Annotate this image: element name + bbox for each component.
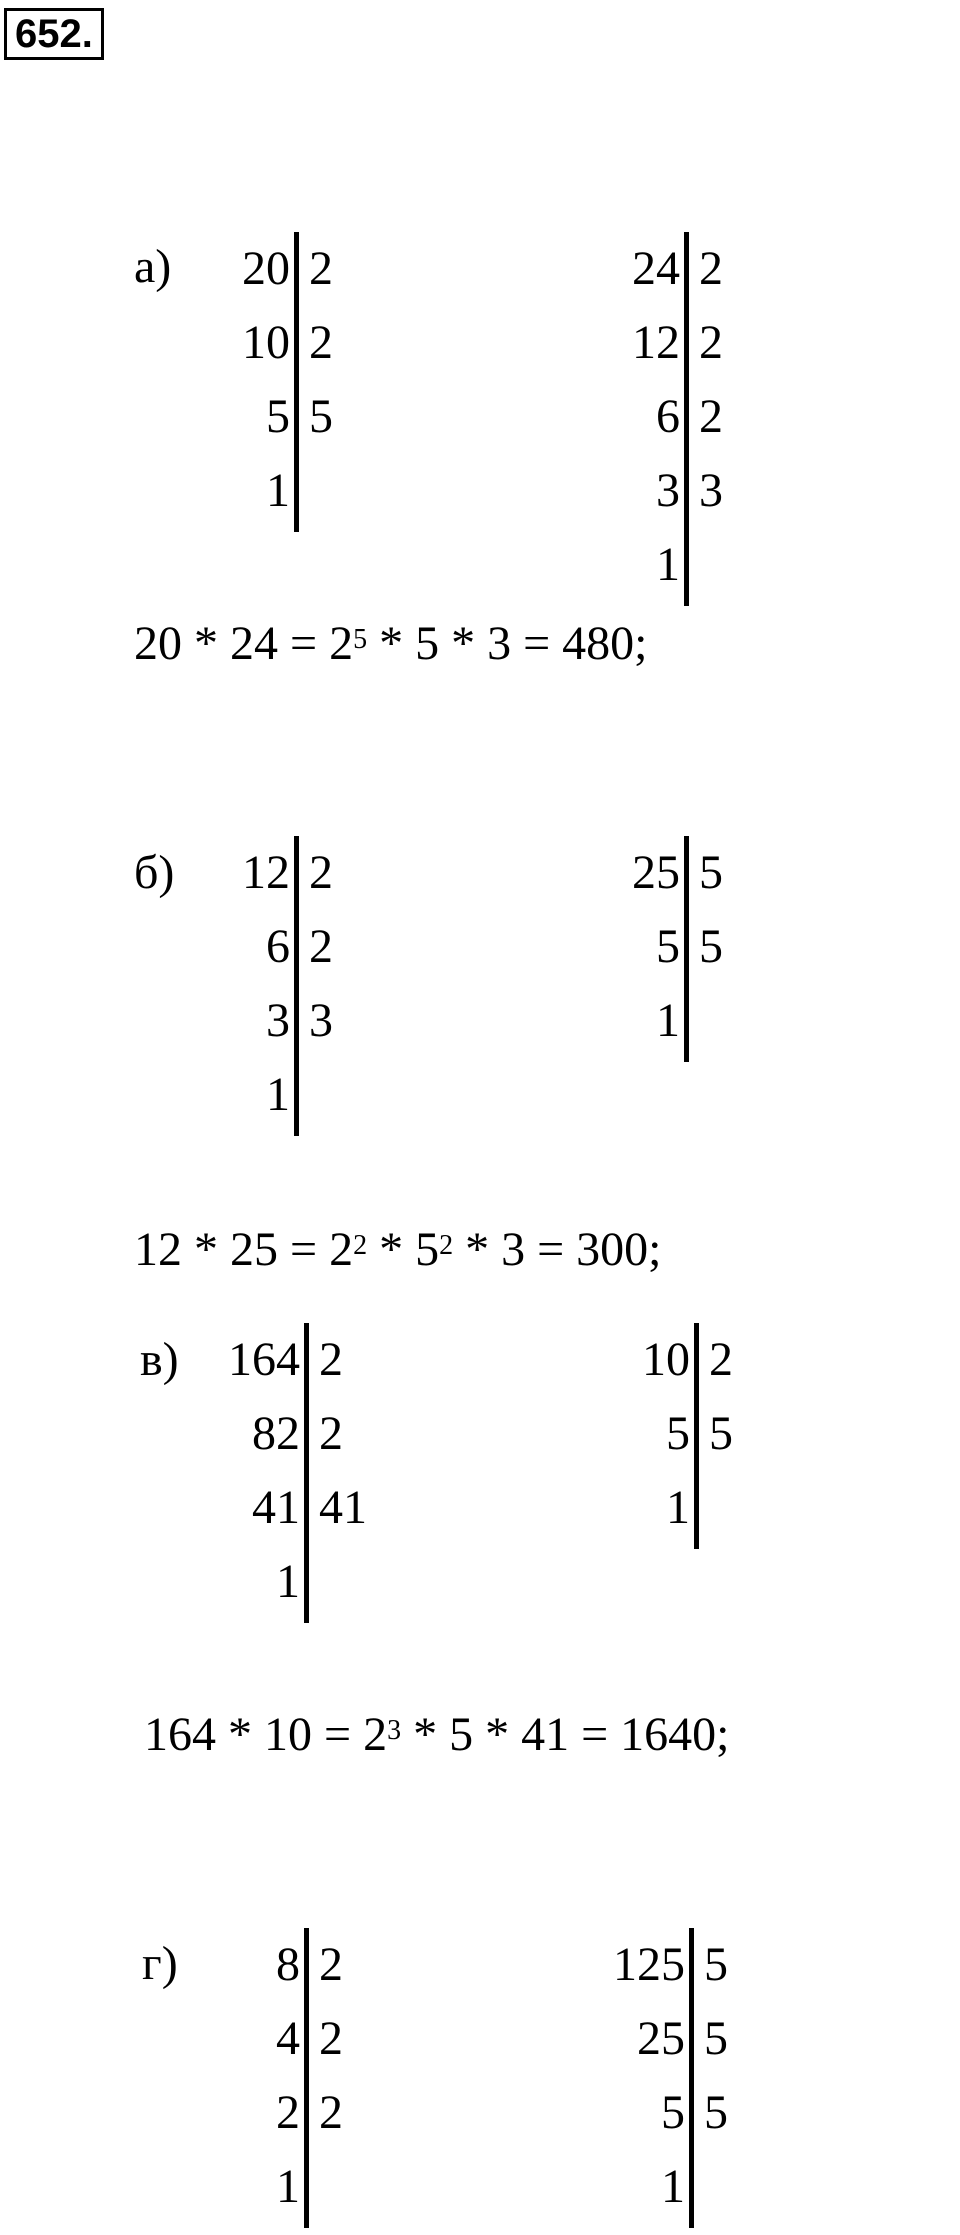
- dividend-value: 10: [242, 316, 290, 369]
- division-line: [694, 1323, 699, 1549]
- dividend-value: 82: [252, 1407, 300, 1460]
- division-line: [684, 836, 689, 1062]
- equation-text: * 5 * 3 = 480;: [367, 617, 648, 670]
- factor-table-b-left: [180, 836, 380, 1136]
- part-b-label: б): [134, 846, 175, 899]
- division-line: [294, 836, 299, 1136]
- prime-factor: 2: [709, 1333, 733, 1386]
- prime-factor: 2: [319, 2086, 343, 2139]
- prime-factor: 2: [699, 316, 723, 369]
- factor-table-a-left: [180, 232, 380, 532]
- dividend-value: 3: [266, 994, 290, 1047]
- equation-text: 20 * 24 = 2: [134, 617, 354, 670]
- dividend-value: 5: [661, 2086, 685, 2139]
- equation-b: [134, 1222, 661, 1278]
- dividend-value: 5: [656, 920, 680, 973]
- exponent: 5: [353, 624, 368, 655]
- dividend-value: 1: [661, 2160, 685, 2213]
- dividend-value: 8: [276, 1938, 300, 1991]
- division-line: [304, 1323, 309, 1623]
- factor-table-g-left: [190, 1928, 390, 2233]
- prime-factor: 5: [699, 920, 723, 973]
- prime-factor: 3: [309, 994, 333, 1047]
- prime-factor: 2: [699, 390, 723, 443]
- exponent: 2: [353, 1230, 368, 1261]
- prime-factor: 2: [319, 1333, 343, 1386]
- equation-text: * 3 = 300;: [453, 1223, 662, 1276]
- equation-a: [134, 616, 647, 672]
- part-a-label: а): [134, 240, 172, 293]
- dividend-value: 25: [632, 846, 680, 899]
- prime-factor: 5: [699, 846, 723, 899]
- dividend-value: 1: [266, 1068, 290, 1121]
- dividend-value: 164: [228, 1333, 300, 1386]
- dividend-value: 1: [276, 1555, 300, 1608]
- prime-factor: 5: [704, 1938, 728, 1991]
- factor-table-b-right: [570, 836, 770, 1064]
- dividend-value: 1: [666, 1481, 690, 1534]
- equation-text: 164 * 10 = 2: [144, 1708, 388, 1761]
- problem-number: 652.: [4, 8, 104, 60]
- prime-factor: 2: [699, 242, 723, 295]
- prime-factor: 2: [319, 1938, 343, 1991]
- prime-factor: 2: [319, 2012, 343, 2065]
- dividend-value: 2: [276, 2086, 300, 2139]
- dividend-value: 5: [666, 1407, 690, 1460]
- equation-v: [144, 1707, 729, 1763]
- exponent: 2: [439, 1230, 454, 1261]
- dividend-value: 12: [632, 316, 680, 369]
- exponent: 3: [387, 1715, 402, 1746]
- factor-table-g-right: [575, 1928, 775, 2233]
- dividend-value: 24: [632, 242, 680, 295]
- dividend-value: 10: [642, 1333, 690, 1386]
- dividend-value: 6: [656, 390, 680, 443]
- dividend-value: 1: [656, 994, 680, 1047]
- division-line: [684, 232, 689, 606]
- dividend-value: 41: [252, 1481, 300, 1534]
- prime-factor: 2: [309, 846, 333, 899]
- dividend-value: 3: [656, 464, 680, 517]
- dividend-value: 1: [266, 464, 290, 517]
- prime-factor: 41: [319, 1481, 367, 1534]
- dividend-value: 20: [242, 242, 290, 295]
- dividend-value: 1: [276, 2160, 300, 2213]
- dividend-value: 5: [266, 390, 290, 443]
- prime-factor: 5: [709, 1407, 733, 1460]
- prime-factor: 2: [309, 316, 333, 369]
- prime-factor: 2: [309, 920, 333, 973]
- part-v-label: в): [140, 1333, 179, 1386]
- dividend-value: 125: [613, 1938, 685, 1991]
- dividend-value: 4: [276, 2012, 300, 2065]
- factor-table-a-right: [570, 232, 770, 606]
- dividend-value: 6: [266, 920, 290, 973]
- prime-factor: 2: [319, 1407, 343, 1460]
- dividend-value: 1: [656, 538, 680, 591]
- division-line: [304, 1928, 309, 2228]
- factor-table-v-left: [190, 1323, 410, 1628]
- prime-factor: 5: [704, 2012, 728, 2065]
- prime-factor: 3: [699, 464, 723, 517]
- equation-text: * 5: [367, 1223, 440, 1276]
- equation-text: 12 * 25 = 2: [134, 1223, 354, 1276]
- prime-factor: 2: [309, 242, 333, 295]
- part-g-label: г): [142, 1937, 178, 1990]
- division-line: [689, 1928, 694, 2228]
- dividend-value: 25: [637, 2012, 685, 2065]
- prime-factor: 5: [309, 390, 333, 443]
- dividend-value: 12: [242, 846, 290, 899]
- division-line: [294, 232, 299, 532]
- equation-text: * 5 * 41 = 1640;: [401, 1708, 730, 1761]
- prime-factor: 5: [704, 2086, 728, 2139]
- factor-table-v-right: [580, 1323, 780, 1551]
